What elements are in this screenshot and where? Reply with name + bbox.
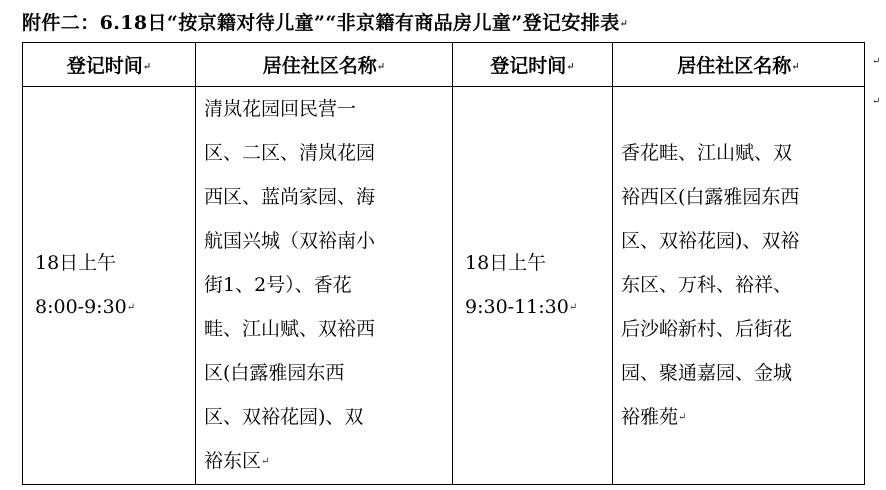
community-line: 西区、蓝尚家园、海 <box>204 186 376 208</box>
community-line: 香花畦、江山赋、双 <box>621 142 793 164</box>
paragraph-mark-icon: ↵ <box>872 56 881 67</box>
community-line: 畦、江山赋、双裕西 <box>204 318 376 340</box>
community-line: 区(白露雅园东西 <box>204 362 345 384</box>
time-date: 18日上午 <box>465 252 547 274</box>
community-line: 街1、2号）、香花 <box>204 274 352 296</box>
paragraph-mark-icon: ↵ <box>126 302 136 313</box>
time-range: 8:00-9:30↵ <box>35 296 136 318</box>
paragraph-mark-icon: ↵ <box>566 61 575 73</box>
paragraph-mark-icon: ↵ <box>261 456 270 467</box>
community-line: 区、二区、清岚花园 <box>204 142 376 164</box>
time-range: 9:30-11:30↵ <box>465 296 578 318</box>
paragraph-mark-icon: ↵ <box>619 18 629 30</box>
community-line: 园、聚通嘉园、金城 <box>621 362 793 384</box>
community-line: 裕东区↵ <box>204 450 270 472</box>
community-line: 区、双裕花园)、双 <box>204 406 364 428</box>
community-line: 航国兴城（双裕南小 <box>204 230 376 252</box>
paragraph-mark-icon: ↵ <box>791 61 800 73</box>
community-line: 区、双裕花园)、双裕 <box>621 230 800 252</box>
community-list-cell-1 <box>196 87 453 485</box>
header-community-name-2: 居住社区名称↵ <box>613 43 865 87</box>
community-line: 裕雅苑↵ <box>621 406 687 428</box>
paragraph-mark-icon: ↵ <box>142 61 152 73</box>
paragraph-mark-icon: ↵ <box>678 412 687 423</box>
time-date: 18日上午 <box>35 252 117 274</box>
header-registration-time-2: 登记时间↵ <box>453 43 613 87</box>
registration-time-cell-1 <box>23 87 196 485</box>
community-line: 清岚花园回民营一 <box>204 98 357 120</box>
header-row <box>23 43 865 87</box>
community-line: 东区、万科、裕祥、 <box>621 274 793 296</box>
header-registration-time-1: 登记时间↵ <box>23 43 196 87</box>
table-row <box>23 87 865 485</box>
paragraph-mark-icon: ↵ <box>376 61 386 73</box>
community-line: 后沙峪新村、后街花 <box>621 318 793 340</box>
page-title: 附件二：6.18日“按京籍对待儿童”“非京籍有商品房儿童”登记安排表↵ <box>22 12 629 34</box>
registration-table <box>22 42 865 485</box>
registration-time-cell-2 <box>453 87 613 485</box>
community-list-cell-2 <box>613 87 865 485</box>
community-line: 裕西区(白露雅园东西 <box>621 186 800 208</box>
header-community-name-1: 居住社区名称↵ <box>196 43 453 87</box>
paragraph-mark-icon: ↵ <box>568 302 578 313</box>
paragraph-mark-icon: ↵ <box>872 96 881 107</box>
